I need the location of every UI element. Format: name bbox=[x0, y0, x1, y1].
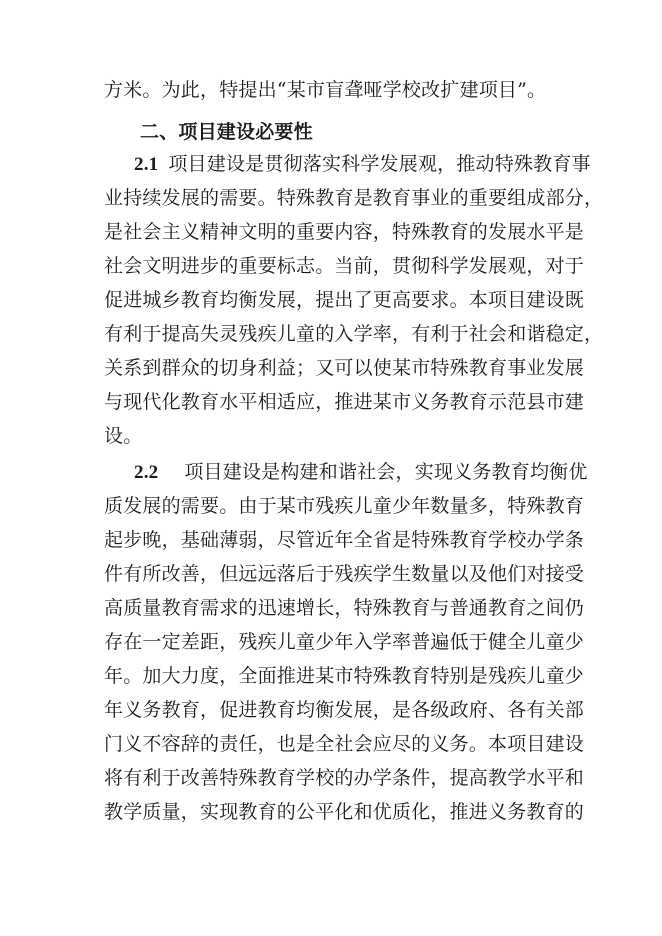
para2-line-7: 年。加大力度，全面推进某市特殊教育特别是残疾儿童少 bbox=[104, 665, 585, 687]
para2-line-2: 质发展的需要。由于某市残疾儿童少年数量多，特殊教育 bbox=[104, 495, 585, 517]
intro-line: 方米。为此，特提出“某市盲聋哑学校改扩建项目”。 bbox=[104, 79, 547, 101]
para2-line-6: 存在一定差距，残疾儿童少年入学率普遍低于健全儿童少 bbox=[104, 631, 585, 653]
section-heading: 二、项目建设必要性 bbox=[140, 121, 313, 143]
para1-line-9: 设。 bbox=[104, 425, 143, 447]
para2-number: 2.2 bbox=[134, 462, 159, 483]
para2-line-3: 起步晚，基础薄弱，尽管近年全省是特殊教育学校办学条 bbox=[104, 529, 585, 551]
para2-line-9: 门义不容辞的责任，也是全社会应尽的义务。本项目建设 bbox=[104, 733, 585, 755]
para2-line-5: 高质量教育需求的迅速增长，特殊教育与普通教育之间仍 bbox=[104, 597, 585, 619]
para1-number: 2.1 bbox=[134, 154, 159, 175]
para1-line-3: 是社会主义精神文明的重要内容，特殊教育的发展水平是 bbox=[104, 221, 585, 243]
para1-line-1 bbox=[134, 150, 591, 178]
para1-line-2: 业持续发展的需要。特殊教育是教育事业的重要组成部分， bbox=[104, 187, 604, 209]
para2-line-1-text: 项目建设是构建和谐社会，实现义务教育均衡优 bbox=[184, 461, 588, 483]
para1-line-1-text: 项目建设是贯彻落实科学发展观，推动特殊教育事 bbox=[168, 153, 591, 175]
para2-line-10: 将有利于改善特殊教育学校的办学条件，提高教学水平和 bbox=[104, 767, 585, 789]
para2-line-1 bbox=[134, 458, 588, 486]
para1-line-5: 促进城乡教育均衡发展，提出了更高要求。本项目建设既 bbox=[104, 289, 585, 311]
para1-line-8: 与现代化教育水平相适应，推进某市义务教育示范县市建 bbox=[104, 391, 585, 413]
para1-line-7: 关系到群众的切身利益；又可以使某市特殊教育事业发展 bbox=[104, 357, 585, 379]
para1-line-4: 社会文明进步的重要标志。当前，贯彻科学发展观，对于 bbox=[104, 255, 585, 277]
para1-line-6: 有利于提高失灵残疾儿童的入学率，有利于社会和谐稳定， bbox=[104, 323, 604, 345]
para2-line-11: 教学质量，实现教育的公平化和优质化，推进义务教育的 bbox=[104, 801, 585, 823]
para2-line-8: 年义务教育，促进教育均衡发展，是各级政府、各有关部 bbox=[104, 699, 585, 721]
para2-line-4: 件有所改善，但远远落后于残疾学生数量以及他们对接受 bbox=[104, 563, 585, 585]
